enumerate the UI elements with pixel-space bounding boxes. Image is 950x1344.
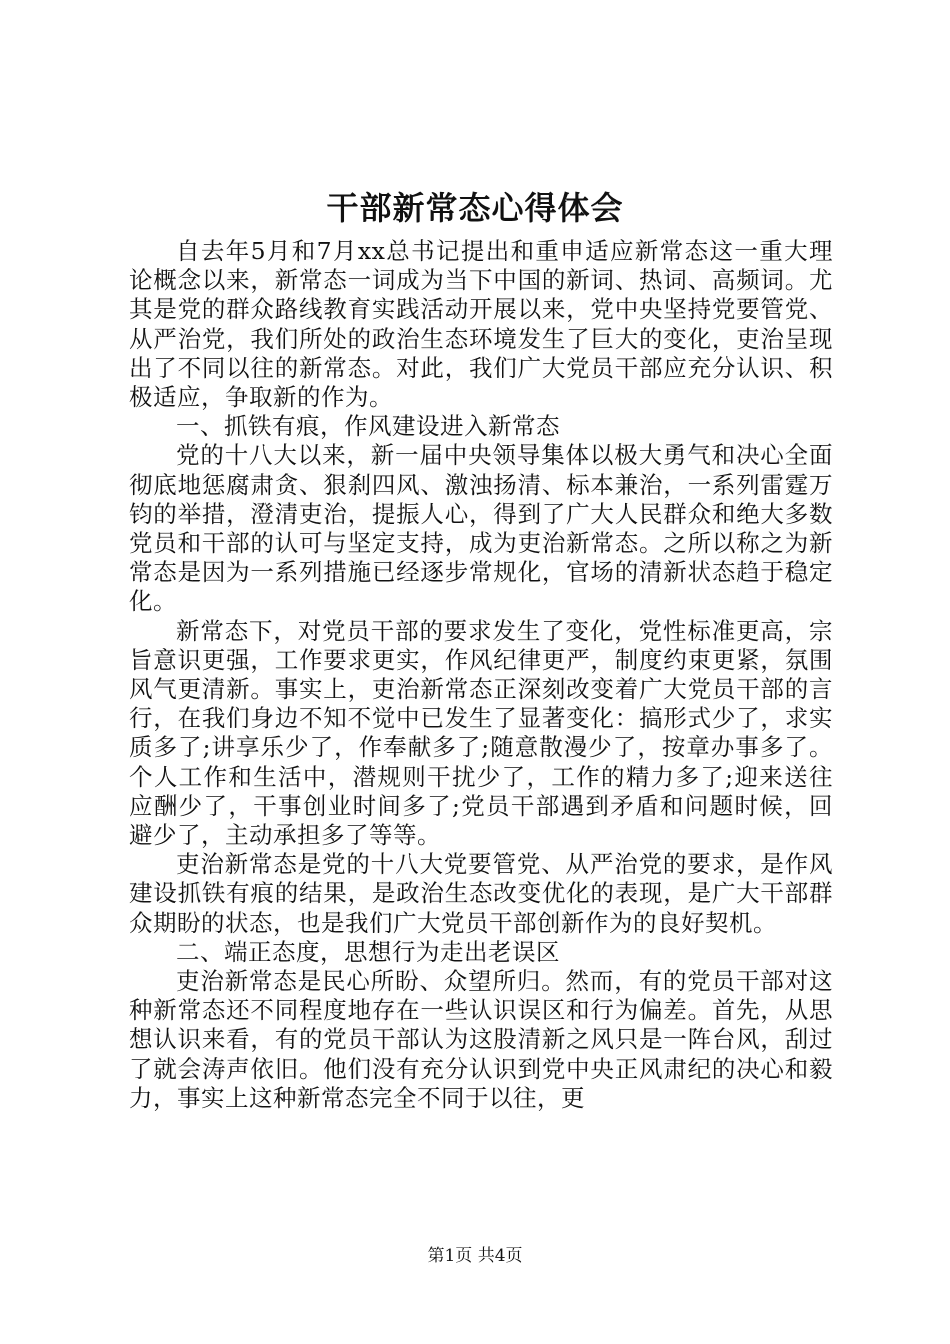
paragraph-section1-a: 党的十八大以来，新一届中央领导集体以极大勇气和决心全面彻底地惩腐肃贪、狠刹四风、激浊扬清、标本兼治，一系列雷霆万钧的举措，澄清吏治，提振人心，得到了广大人民群众和绝大多数党员和干部的认可与坚定支持，成为吏治新常态。之所以称之为新常态是因为一系列措施已经逐步常规化，官场的清新状态趋于稳定化。 xyxy=(129,441,833,616)
document-body xyxy=(129,237,833,1113)
section-heading-2: 二、端正态度，思想行为走出老误区 xyxy=(176,937,560,966)
page-footer: 第1页 共4页 xyxy=(427,1246,523,1266)
paragraph-intro: 自去年5月和7月xx总书记提出和重申适应新常态这一重大理论概念以来，新常态一词成为当下中国的新词、热词、高频词。尤其是党的群众路线教育实践活动开展以来，党中央坚持党要管党、从严治党，我们所处的政治生态环境发生了巨大的变化，吏治呈现出了不同以往的新常态。对此，我们广大党员干部应充分认识、积极适应，争取新的作为。 xyxy=(129,237,833,412)
paragraph-section1-b: 新常态下，对党员干部的要求发生了变化，党性标准更高，宗旨意识更强，工作要求更实，作风纪律更严，制度约束更紧，氛围风气更清新。事实上，吏治新常态正深刻改变着广大党员干部的言行，在我们身边不知不觉中已发生了显著变化：搞形式少了，求实质多了;讲享乐少了，作奉献多了;随意散漫少了，按章办事多了。个人工作和生活中，潜规则干扰少了，工作的精力多了;迎来送往应酬少了，干事创业时间多了;党员干部遇到矛盾和问题时候，回避少了，主动承担多了等等。 xyxy=(129,616,833,850)
section-heading-1: 一、抓铁有痕，作风建设进入新常态 xyxy=(176,412,560,441)
page-title: 干部新常态心得体会 xyxy=(326,189,624,227)
paragraph-section2-a: 吏治新常态是民心所盼、众望所归。然而，有的党员干部对这种新常态还不同程度地存在一些认识误区和行为偏差。首先，从思想认识来看，有的党员干部认为这股清新之风只是一阵台风，刮过了就会涛声依旧。他们没有充分认识到党中央正风肃纪的决心和毅力，事实上这种新常态完全不同于以往，更 xyxy=(129,967,833,1112)
paragraph-section1-c: 吏治新常态是党的十八大党要管党、从严治党的要求，是作风建设抓铁有痕的结果，是政治生态改变优化的表现，是广大干部群众期盼的状态，也是我们广大党员干部创新作为的良好契机。 xyxy=(129,850,833,937)
